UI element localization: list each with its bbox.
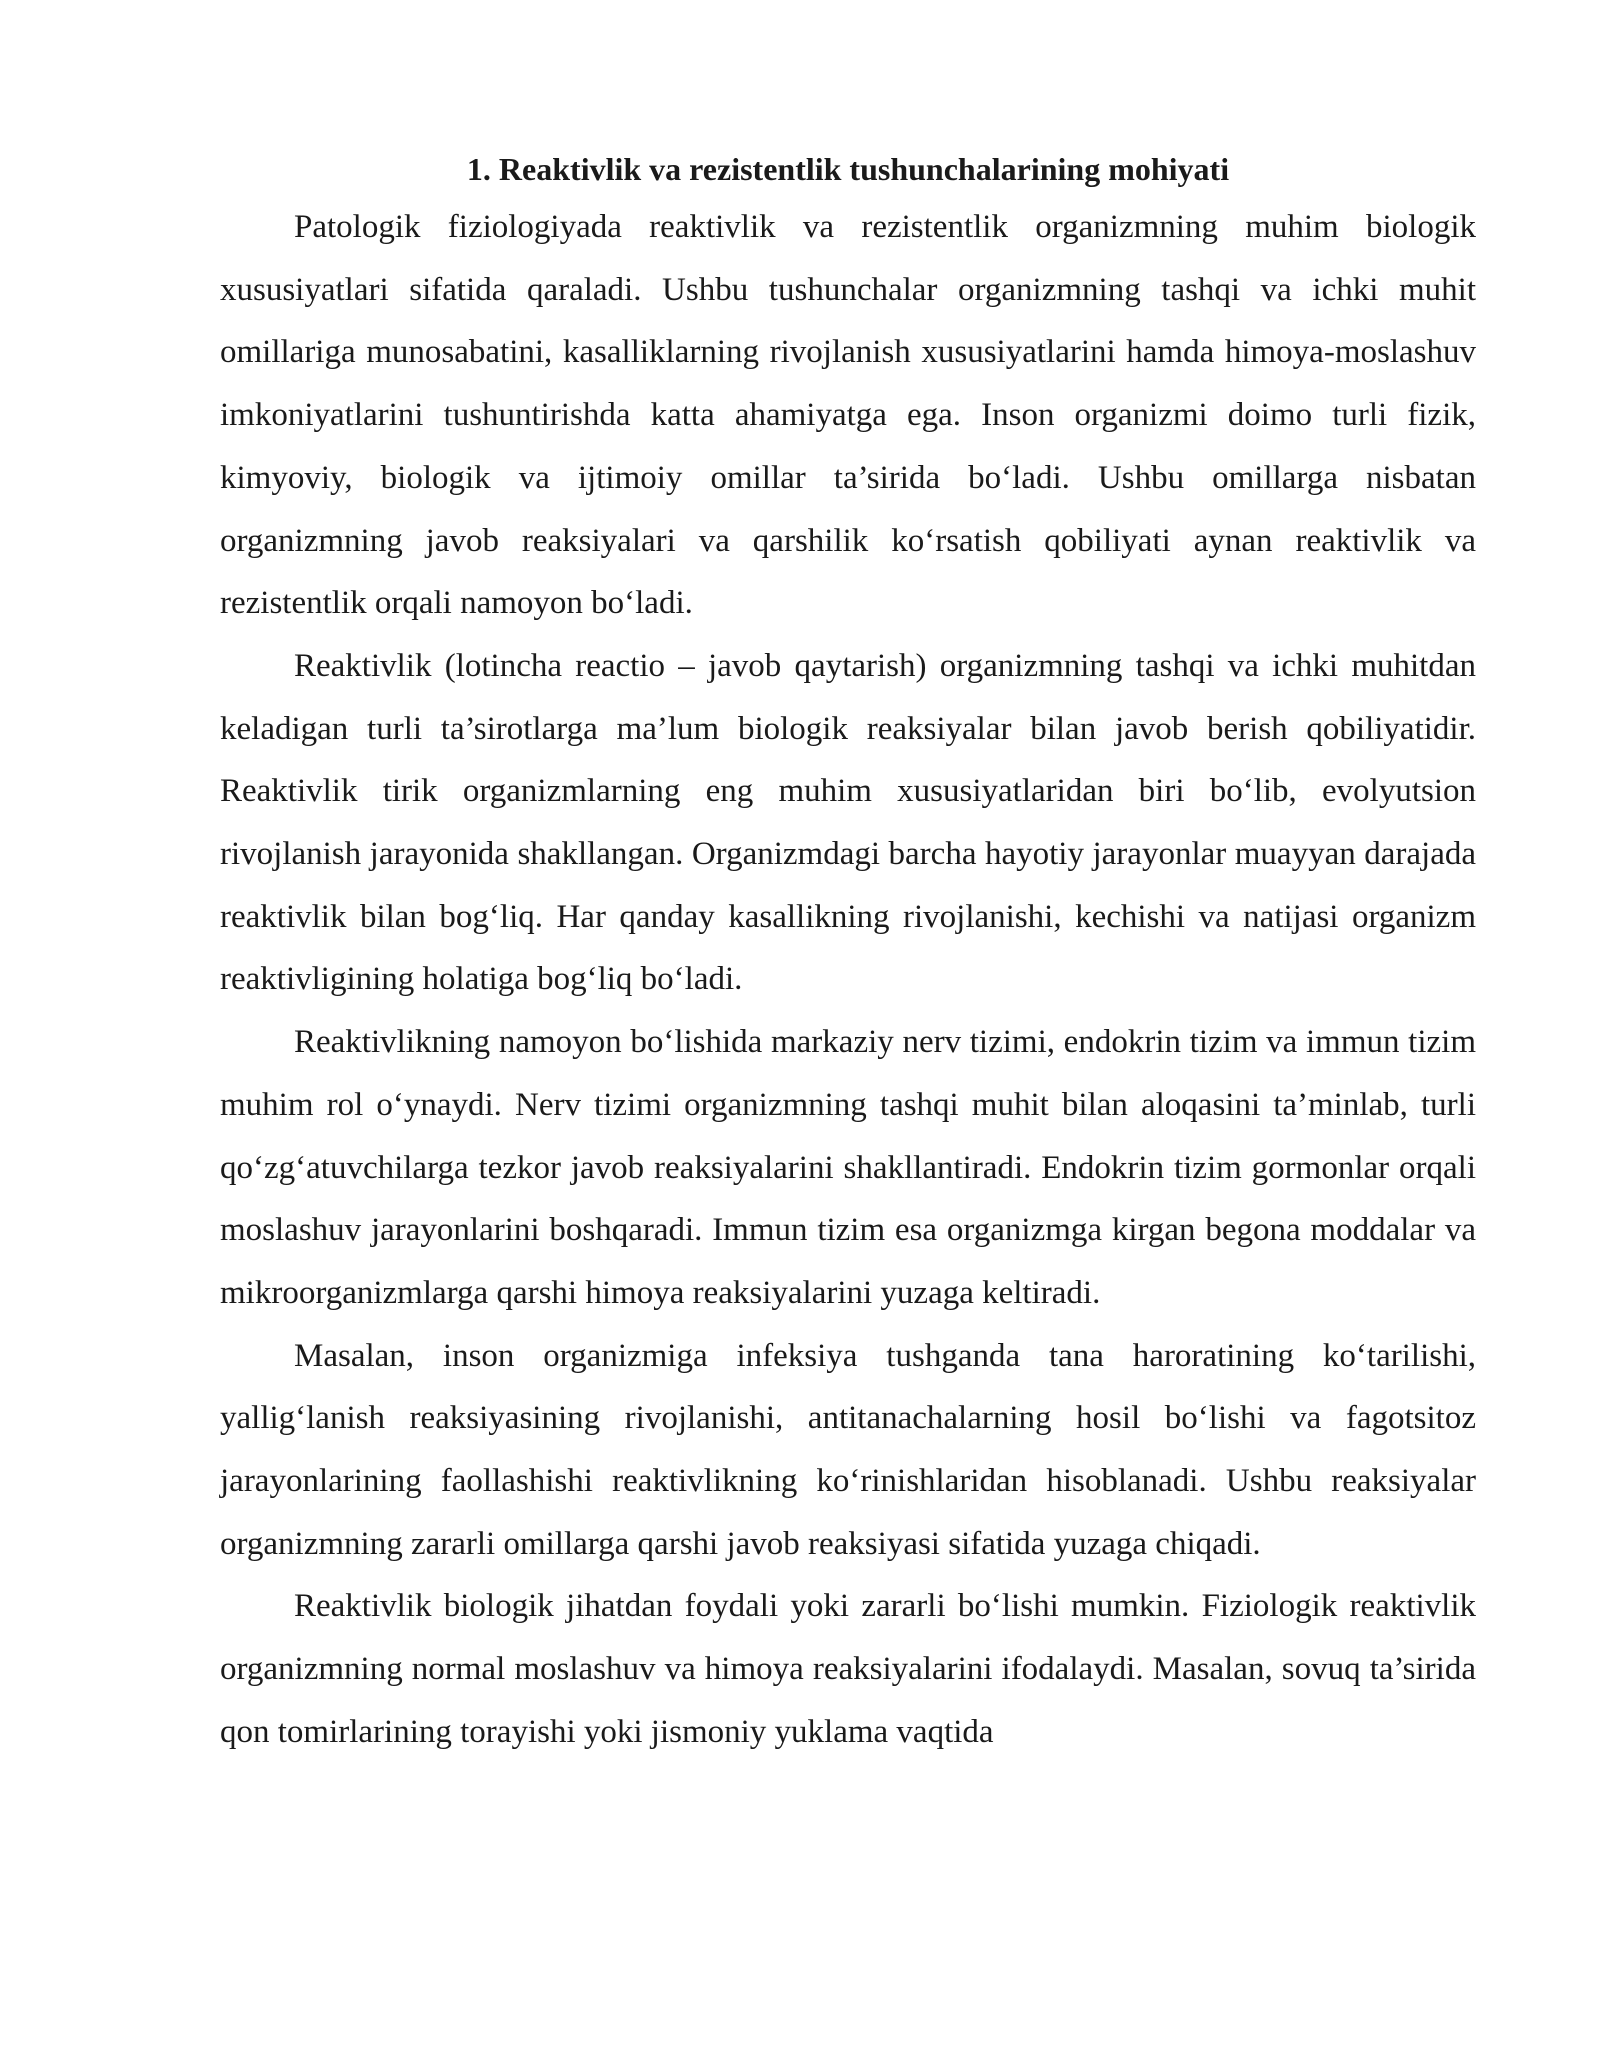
- paragraph-4: Masalan, inson organizmiga infeksiya tushganda tana haroratining ko‘tarilishi, yallig‘lanish reaksiyasining rivojlanishi, antitanachalarning hosil bo‘lishi va fagotsitoz jarayonlarining faollashishi reaktivlikning ko‘rinishlaridan hisoblanadi. Ushbu reaksiyalar organizmning zararli omillarga qarshi javob reaksiyasi sifatida yuzaga chiqadi.: [220, 1337, 1476, 1562]
- section-title: 1. Reaktivlik va rezistentlik tushunchalarining mohiyati: [466, 151, 1230, 187]
- paragraph-3: Reaktivlikning namoyon bo‘lishida markaziy nerv tizimi, endokrin tizim va immun tizim muhim rol o‘ynaydi. Nerv tizimi organizmning tashqi muhit bilan aloqasini ta’minlab, turli qo‘zg‘atuvchilarga tezkor javob reaksiyalarini shakllantiradi. Endokrin tizim gormonlar orqali moslashuv jarayonlarini boshqaradi. Immun tizim esa organizmga kirgan begona moddalar va mikroorganizmlarga qarshi himoya reaksiyalarini yuzaga keltiradi.: [220, 1024, 1476, 1311]
- paragraph-1: Patologik fiziologiyada reaktivlik va rezistentlik organizmning muhim biologik xususiyatlari sifatida qaraladi. Ushbu tushunchalar organizmning tashqi va ichki muhit omillariga munosabatini, kasalliklarning rivojlanish xususiyatlarini hamda himoya-moslashuv imkoniyatlarini tushuntirishda katta ahamiyatga ega. Inson organizmi doimo turli fizik, kimyoviy, biologik va ijtimoiy omillar ta’sirida bo‘ladi. Ushbu omillarga nisbatan organizmning javob reaksiyalari va qarshilik ko‘rsatish qobiliyati aynan reaktivlik va rezistentlik orqali namoyon bo‘ladi.: [220, 209, 1476, 622]
- paragraph-5: Reaktivlik biologik jihatdan foydali yoki zararli bo‘lishi mumkin. Fiziologik reaktivlik organizmning normal moslashuv va himoya reaksiyalarini ifodalaydi. Masalan, sovuq ta’sirida qon tomirlarining torayishi yoki jismoniy yuklama vaqtida: [220, 1588, 1476, 1750]
- document-body: [220, 142, 1476, 1764]
- paragraph-2: Reaktivlik (lotincha reactio – javob qaytarish) organizmning tashqi va ichki muhitdan keladigan turli ta’sirotlarga ma’lum biologik reaksiyalar bilan javob berish qobiliyatidir. Reaktivlik tirik organizmlarning eng muhim xususiyatlaridan biri bo‘lib, evolyutsion rivojlanish jarayonida shakllangan. Organizmdagi barcha hayotiy jarayonlar muayyan darajada reaktivlik bilan bog‘liq. Har qanday kasallikning rivojlanishi, kechishi va natijasi organizm reaktivligining holatiga bog‘liq bo‘ladi.: [220, 647, 1476, 998]
